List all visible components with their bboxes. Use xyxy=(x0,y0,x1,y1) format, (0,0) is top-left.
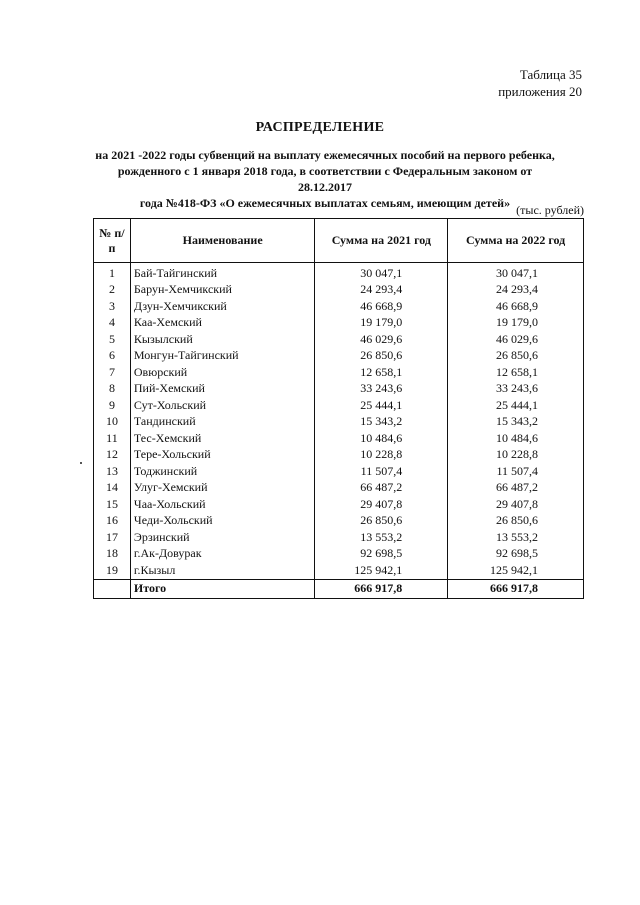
total-sum-2021: 666 917,8 xyxy=(315,579,448,598)
table-row xyxy=(94,529,584,546)
table-row xyxy=(94,263,584,282)
row-number: 5 xyxy=(94,331,131,348)
table-row xyxy=(94,381,584,398)
row-name: Чаа-Хольский xyxy=(130,496,315,513)
row-name: Каа-Хемский xyxy=(130,315,315,332)
row-sum-2021: 30 047,1 xyxy=(315,263,448,282)
row-number: 10 xyxy=(94,414,131,431)
row-number: 18 xyxy=(94,546,131,563)
row-sum-2021: 26 850,6 xyxy=(315,348,448,365)
row-number: 3 xyxy=(94,298,131,315)
table-row xyxy=(94,513,584,530)
row-sum-2022: 33 243,6 xyxy=(448,381,584,398)
row-number: 19 xyxy=(94,562,131,579)
column-header-2022: Сумма на 2022 год xyxy=(448,219,584,263)
row-name: Тере-Хольский xyxy=(130,447,315,464)
column-header-name: Наименование xyxy=(130,219,315,263)
table-row xyxy=(94,298,584,315)
total-row xyxy=(94,579,584,598)
row-sum-2022: 30 047,1 xyxy=(448,263,584,282)
row-sum-2022: 26 850,6 xyxy=(448,348,584,365)
table-body xyxy=(94,263,584,599)
row-number: 13 xyxy=(94,463,131,480)
row-name: Бай-Тайгинский xyxy=(130,263,315,282)
row-number: 8 xyxy=(94,381,131,398)
row-number: 6 xyxy=(94,348,131,365)
document-title: РАСПРЕДЕЛЕНИЕ xyxy=(255,120,385,135)
row-sum-2021: 25 444,1 xyxy=(315,397,448,414)
table-row xyxy=(94,463,584,480)
row-name: Овюрский xyxy=(130,364,315,381)
total-label: Итого xyxy=(130,579,315,598)
table-row xyxy=(94,364,584,381)
row-number: 15 xyxy=(94,496,131,513)
row-sum-2021: 13 553,2 xyxy=(315,529,448,546)
scan-speck xyxy=(80,462,82,464)
row-sum-2022: 46 668,9 xyxy=(448,298,584,315)
row-sum-2021: 125 942,1 xyxy=(315,562,448,579)
row-sum-2022: 19 179,0 xyxy=(448,315,584,332)
total-number xyxy=(94,579,131,598)
row-sum-2022: 10 484,6 xyxy=(448,430,584,447)
table-header-row xyxy=(94,219,584,263)
row-name: Эрзинский xyxy=(130,529,315,546)
table-row xyxy=(94,315,584,332)
row-number: 4 xyxy=(94,315,131,332)
table-row xyxy=(94,496,584,513)
row-name: г.Кызыл xyxy=(130,562,315,579)
column-header-2021: Сумма на 2021 год xyxy=(315,219,448,263)
row-sum-2021: 29 407,8 xyxy=(315,496,448,513)
table-row xyxy=(94,430,584,447)
row-sum-2022: 24 293,4 xyxy=(448,282,584,299)
row-name: Чеди-Хольский xyxy=(130,513,315,530)
row-number: 16 xyxy=(94,513,131,530)
table-row xyxy=(94,331,584,348)
total-sum-2022: 666 917,8 xyxy=(448,579,584,598)
row-number: 11 xyxy=(94,430,131,447)
table-row xyxy=(94,480,584,497)
table-number: Таблица 35 xyxy=(519,67,582,82)
row-sum-2021: 46 029,6 xyxy=(315,331,448,348)
row-sum-2022: 15 343,2 xyxy=(448,414,584,431)
row-name: г.Ак-Довурак xyxy=(130,546,315,563)
row-sum-2021: 66 487,2 xyxy=(315,480,448,497)
row-name: Кызылский xyxy=(130,331,315,348)
row-sum-2022: 26 850,6 xyxy=(448,513,584,530)
subtitle-line: года №418-ФЗ «О ежемесячных выплатах семьям, имеющим детей» xyxy=(139,196,511,210)
row-sum-2022: 46 029,6 xyxy=(448,331,584,348)
row-sum-2021: 46 668,9 xyxy=(315,298,448,315)
row-name: Улуг-Хемский xyxy=(130,480,315,497)
table-row xyxy=(94,282,584,299)
row-sum-2021: 15 343,2 xyxy=(315,414,448,431)
column-header-number: № п/п xyxy=(94,219,131,263)
row-sum-2021: 92 698,5 xyxy=(315,546,448,563)
row-sum-2021: 12 658,1 xyxy=(315,364,448,381)
row-sum-2022: 13 553,2 xyxy=(448,529,584,546)
row-sum-2021: 11 507,4 xyxy=(315,463,448,480)
row-name: Тес-Хемский xyxy=(130,430,315,447)
appendix-number: приложения 20 xyxy=(498,84,582,99)
units-note: (тыс. рублей) xyxy=(516,203,584,217)
row-name: Тандинский xyxy=(130,414,315,431)
table-row xyxy=(94,348,584,365)
row-sum-2022: 11 507,4 xyxy=(448,463,584,480)
row-sum-2021: 33 243,6 xyxy=(315,381,448,398)
document-subtitle xyxy=(90,147,560,211)
row-sum-2022: 66 487,2 xyxy=(448,480,584,497)
row-sum-2021: 10 228,8 xyxy=(315,447,448,464)
row-number: 1 xyxy=(94,263,131,282)
row-sum-2021: 24 293,4 xyxy=(315,282,448,299)
row-number: 9 xyxy=(94,397,131,414)
table-row xyxy=(94,546,584,563)
row-sum-2022: 12 658,1 xyxy=(448,364,584,381)
table-row xyxy=(94,562,584,579)
row-name: Барун-Хемчикский xyxy=(130,282,315,299)
row-sum-2022: 29 407,8 xyxy=(448,496,584,513)
table-row xyxy=(94,414,584,431)
row-number: 17 xyxy=(94,529,131,546)
appendix-reference xyxy=(498,66,582,100)
row-name: Дзун-Хемчикский xyxy=(130,298,315,315)
row-name: Пий-Хемский xyxy=(130,381,315,398)
distribution-table xyxy=(93,218,584,599)
row-sum-2022: 25 444,1 xyxy=(448,397,584,414)
row-sum-2021: 19 179,0 xyxy=(315,315,448,332)
row-number: 12 xyxy=(94,447,131,464)
row-sum-2022: 10 228,8 xyxy=(448,447,584,464)
row-number: 7 xyxy=(94,364,131,381)
row-name: Сут-Хольский xyxy=(130,397,315,414)
row-sum-2022: 92 698,5 xyxy=(448,546,584,563)
row-number: 14 xyxy=(94,480,131,497)
row-sum-2021: 26 850,6 xyxy=(315,513,448,530)
subtitle-line: на 2021 -2022 годы субвенций на выплату ежемесячных пособий на первого ребенка, xyxy=(95,148,555,162)
subtitle-line: рожденного с 1 января 2018 года, в соответствии с Федеральным законом от 28.12.2017 xyxy=(117,164,533,194)
row-number: 2 xyxy=(94,282,131,299)
row-sum-2022: 125 942,1 xyxy=(448,562,584,579)
row-sum-2021: 10 484,6 xyxy=(315,430,448,447)
table-row xyxy=(94,397,584,414)
row-name: Тоджинский xyxy=(130,463,315,480)
table-row xyxy=(94,447,584,464)
row-name: Монгун-Тайгинский xyxy=(130,348,315,365)
